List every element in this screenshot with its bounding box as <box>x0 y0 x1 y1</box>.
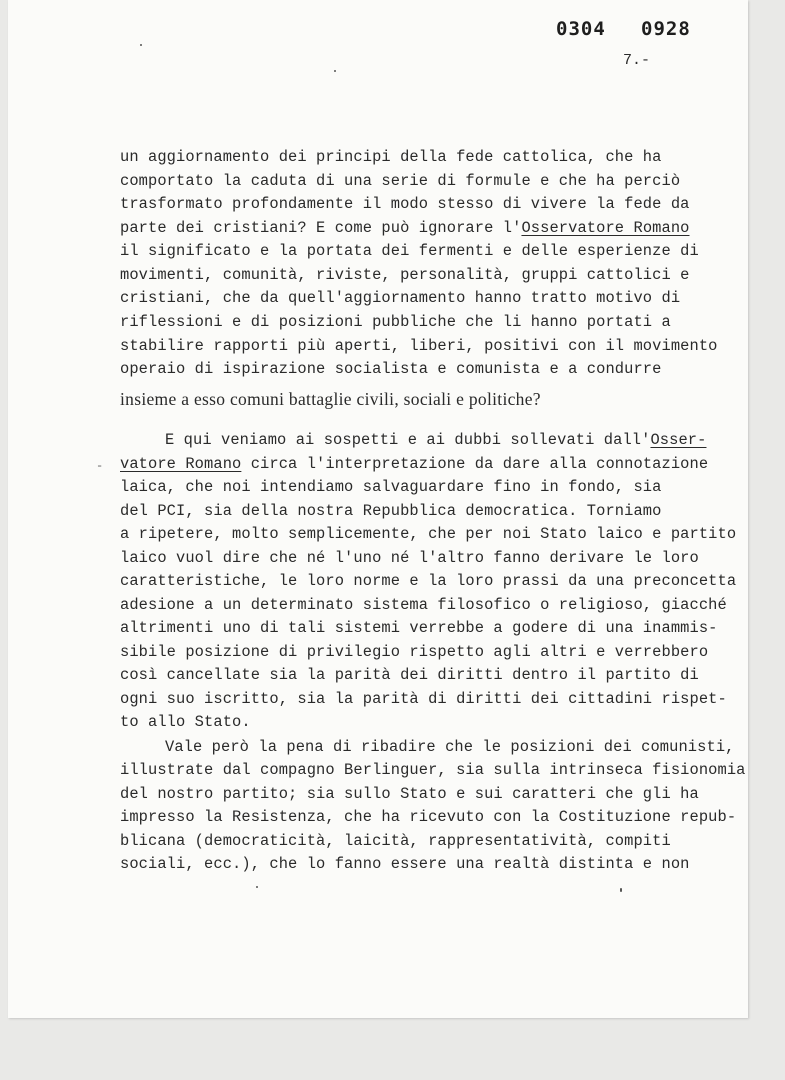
paper-speck <box>620 888 622 892</box>
paragraph-2-line-2-text: circa l'interpretazione da dare alla connotazione <box>241 455 709 473</box>
paragraph-3-line-3: del nostro partito; sia sullo Stato e sui caratteri che gli ha <box>120 785 699 803</box>
paragraph-2-line-5: a ripetere, molto semplicemente, che per noi Stato laico e partito <box>120 525 737 543</box>
paragraph-1-line-7: cristiani, che da quell'aggiornamento hanno tratto motivo di <box>120 289 681 307</box>
paragraph-2-line-9: altrimenti uno di tali sistemi verrebbe a godere di una inammis- <box>120 619 718 637</box>
paragraph-2-line-1-text: E qui veniamo ai sospetti e ai dubbi sollevati dall' <box>165 431 651 449</box>
archive-number-1: 0304 <box>556 18 606 40</box>
paragraph-3-line-5: blicana (democraticità, laicità, rappresentatività, compiti <box>120 832 671 850</box>
document-page <box>8 0 748 1018</box>
newspaper-title-part-1: Osser- <box>650 431 707 449</box>
paragraph-3-line-4: impresso la Resistenza, che ha ricevuto con la Costituzione repub- <box>120 808 737 826</box>
paragraph-3-line-2: illustrate dal compagno Berlinguer, sia sulla intrinseca fisionomia <box>120 761 746 779</box>
paragraph-2-line-12: ogni suo iscritto, sia la parità di diritti dei cittadini rispet- <box>120 690 727 708</box>
paragraph-1-line-5: il significato e la portata dei fermenti e delle esperienze di <box>120 242 699 260</box>
paragraph-1-line-1: un aggiornamento dei principi della fede cattolica, che ha <box>120 148 662 166</box>
paragraph-2-line-1 <box>165 433 706 448</box>
margin-dash-mark: - <box>96 459 104 473</box>
paragraph-2-line-10: sibile posizione di privilegio rispetto agli altri e verrebbero <box>120 643 709 661</box>
newspaper-title-osservatore-romano: Osservatore Romano <box>521 219 690 237</box>
paragraph-1-line-3: trasformato profondamente il modo stesso di vivere la fede da <box>120 195 690 213</box>
paragraph-2-line-11: così cancellate sia la parità dei diritti dentro il partito di <box>120 666 699 684</box>
newspaper-title-part-2: vatore Romano <box>120 455 242 473</box>
paragraph-1-line-9: stabilire rapporti più aperti, liberi, positivi con il movimento <box>120 337 718 355</box>
paper-speck <box>140 44 142 46</box>
paper-speck <box>256 886 258 888</box>
paragraph-2-line-8: adesione a un determinato sistema filosofico o religioso, giacché <box>120 596 727 614</box>
paragraph-2-line-3: laica, che noi intendiamo salvaguardare fino in fondo, sia <box>120 478 662 496</box>
paragraph-2-line-4: del PCI, sia della nostra Repubblica democratica. Torniamo <box>120 502 662 520</box>
paragraph-1-line-4 <box>120 221 690 236</box>
paragraph-1-line-2: comportato la caduta di una serie di formule e che ha perciò <box>120 172 681 190</box>
paragraph-1-line-10: operaio di ispirazione socialista e comunista e a condurre <box>120 360 662 378</box>
paragraph-2-line-13: to allo Stato. <box>120 713 251 731</box>
paragraph-2-line-6: laico vuol dire che né l'uno né l'altro fanno derivare le loro <box>120 549 699 567</box>
paragraph-2-line-2 <box>120 457 708 472</box>
paragraph-1-line-11: insieme a esso comuni battaglie civili, sociali e politiche? <box>120 389 541 409</box>
paragraph-1-line-8: riflessioni e di posizioni pubbliche che li hanno portati a <box>120 313 671 331</box>
paper-speck <box>334 70 336 72</box>
paragraph-3-line-1: Vale però la pena di ribadire che le posizioni dei comunisti, <box>165 738 735 756</box>
page-number: 7.- <box>623 52 651 69</box>
paragraph-3-line-6: sociali, ecc.), che lo fanno essere una realtà distinta e non <box>120 855 690 873</box>
paragraph-1-line-4-text: parte dei cristiani? E come può ignorare l' <box>120 219 522 237</box>
paragraph-2-line-7: caratteristiche, le loro norme e la loro prassi da una preconcetta <box>120 572 737 590</box>
archive-number-2: 0928 <box>641 18 691 40</box>
paragraph-1-line-6: movimenti, comunità, riviste, personalità, gruppi cattolici e <box>120 266 690 284</box>
